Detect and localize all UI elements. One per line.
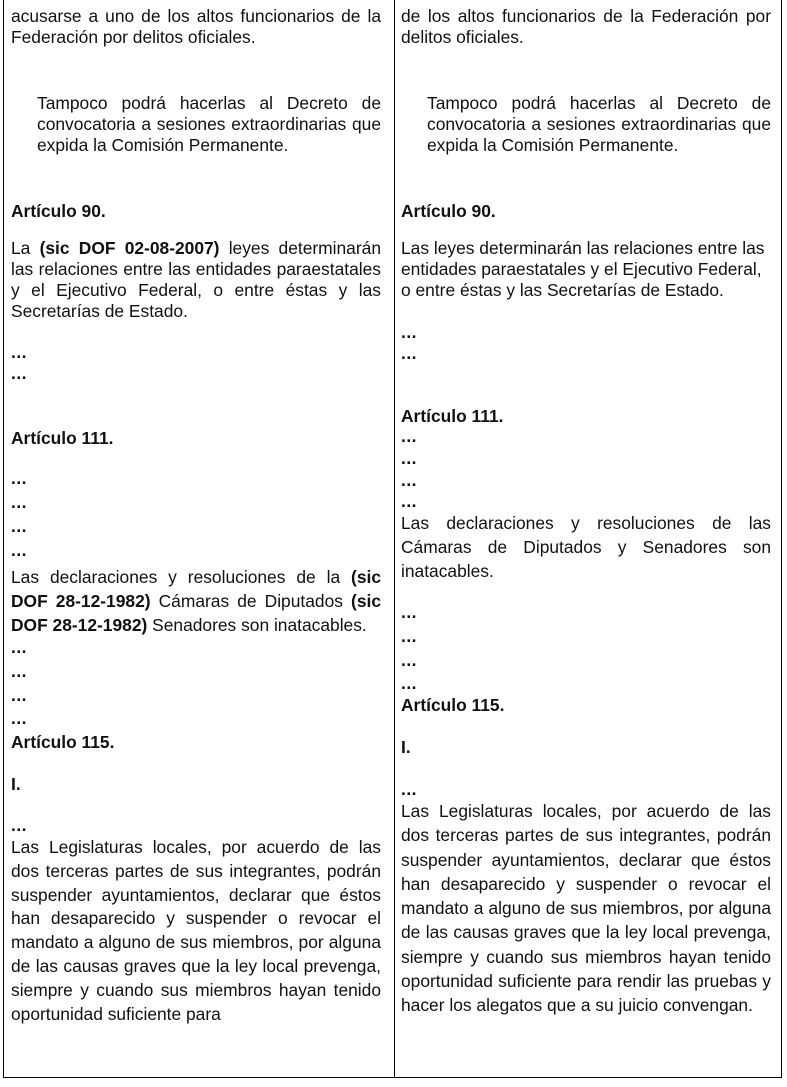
left-art115-paragraph: Las Legislaturas locales, por acuerdo de las dos terceras partes de sus integrantes, podrán suspender ayuntamientos, declarar que éstos han desaparecido y suspender o revocar el mandato a alguno de sus miembros, por alguna de las causas graves que la ley local prevenga, siempre y cuando sus miembros hayan tenido oportunidad suficiente para	[11, 837, 381, 1024]
left-art111-text-b: Cámaras de Diputados	[150, 591, 352, 611]
left-art111-sic-2: (sic DOF 28-12-1982)	[11, 591, 381, 635]
right-art111-heading: Artículo 111.	[401, 406, 504, 426]
left-art111-ellipsis-4: ...	[11, 540, 27, 560]
right-art111-paragraph: Las declaraciones y resoluciones de las Cámaras de Diputados y Senadores son inatacables.	[401, 513, 771, 581]
left-art90-paragraph	[11, 238, 381, 322]
right-art111-ellipsis-1: ...	[401, 426, 417, 446]
right-art111-ellipsis-8: ...	[401, 673, 417, 693]
right-art115-paragraph: Las Legislaturas locales, por acuerdo de las dos terceras partes de sus integrantes, podrán suspender ayuntamientos, declarar que éstos han desaparecido y suspender o revocar el mandato a alguno de sus miembros, por alguna de las causas graves que la ley local prevenga, siempre y cuando sus miembros hayan tenido oportunidad suficiente para rendir las pruebas y hacer los alegatos que a su juicio convengan.	[401, 801, 771, 1016]
right-art115-roman-I: I.	[401, 737, 411, 757]
right-art111-ellipsis-6: ...	[401, 626, 417, 646]
right-tampoco-paragraph: Tampoco podrá hacerlas al Decreto de convocatoria a sesiones extraordinarias que expida la Comisión Permanente.	[427, 93, 771, 155]
left-art90-text-a: La	[11, 238, 40, 258]
left-art111-heading: Artículo 111.	[11, 428, 114, 448]
left-art111-ellipsis-5: ...	[11, 637, 27, 657]
left-art90-ellipsis-2: ...	[11, 363, 27, 383]
left-art90-ellipsis-1: ...	[11, 342, 27, 362]
left-art111-text-a: Las declaraciones y resoluciones de la	[11, 567, 352, 587]
right-intro: de los altos funcionarios de la Federación por delitos oficiales.	[401, 6, 771, 47]
right-art90-ellipsis-2: ...	[401, 343, 417, 363]
left-art90-sic: (sic DOF 02-08-2007)	[39, 238, 220, 258]
left-art111-ellipsis-3: ...	[11, 516, 27, 536]
left-intro: acusarse a uno de los altos funcionarios de la Federación por delitos oficiales.	[11, 6, 381, 47]
right-art111-ellipsis-7: ...	[401, 650, 417, 670]
left-art111-ellipsis-2: ...	[11, 492, 27, 512]
left-art90-text-b: leyes determinarán las relaciones entre las entidades paraestatales y el Ejecutivo Federal, o entre éstas y las Secretarías de Estado.	[11, 238, 381, 321]
left-art111-ellipsis-1: ...	[11, 468, 27, 488]
right-art111-ellipsis-2: ...	[401, 448, 417, 468]
left-art111-ellipsis-6: ...	[11, 661, 27, 681]
right-art111-ellipsis-4: ...	[401, 491, 417, 511]
left-art111-text-c: Senadores son inatacables.	[147, 615, 367, 635]
right-art90-ellipsis-1: ...	[401, 322, 417, 342]
right-art90-heading: Artículo 90.	[401, 201, 496, 221]
left-art115-ellipsis: ...	[11, 815, 27, 835]
left-art90-heading: Artículo 90.	[11, 201, 106, 221]
column-divider	[394, 0, 395, 1078]
left-tampoco-paragraph: Tampoco podrá hacerlas al Decreto de convocatoria a sesiones extraordinarias que expida la Comisión Permanente.	[37, 93, 381, 155]
left-art111-ellipsis-7: ...	[11, 685, 27, 705]
right-art111-ellipsis-5: ...	[401, 602, 417, 622]
right-art90-paragraph: Las leyes determinarán las relaciones entre las entidades paraestatales y el Ejecutivo Federal, o entre éstas y las Secretarías de Estado.	[401, 238, 765, 300]
right-art115-heading: Artículo 115.	[401, 695, 505, 715]
left-art111-ellipsis-8: ...	[11, 708, 27, 728]
left-art115-roman-I: I.	[11, 774, 21, 794]
left-art111-paragraph	[11, 565, 381, 637]
right-art111-ellipsis-3: ...	[401, 470, 417, 490]
right-art115-ellipsis: ...	[401, 779, 417, 799]
left-art115-heading: Artículo 115.	[11, 732, 115, 752]
left-art111-sic-1: (sic DOF 28-12-1982)	[11, 567, 381, 611]
